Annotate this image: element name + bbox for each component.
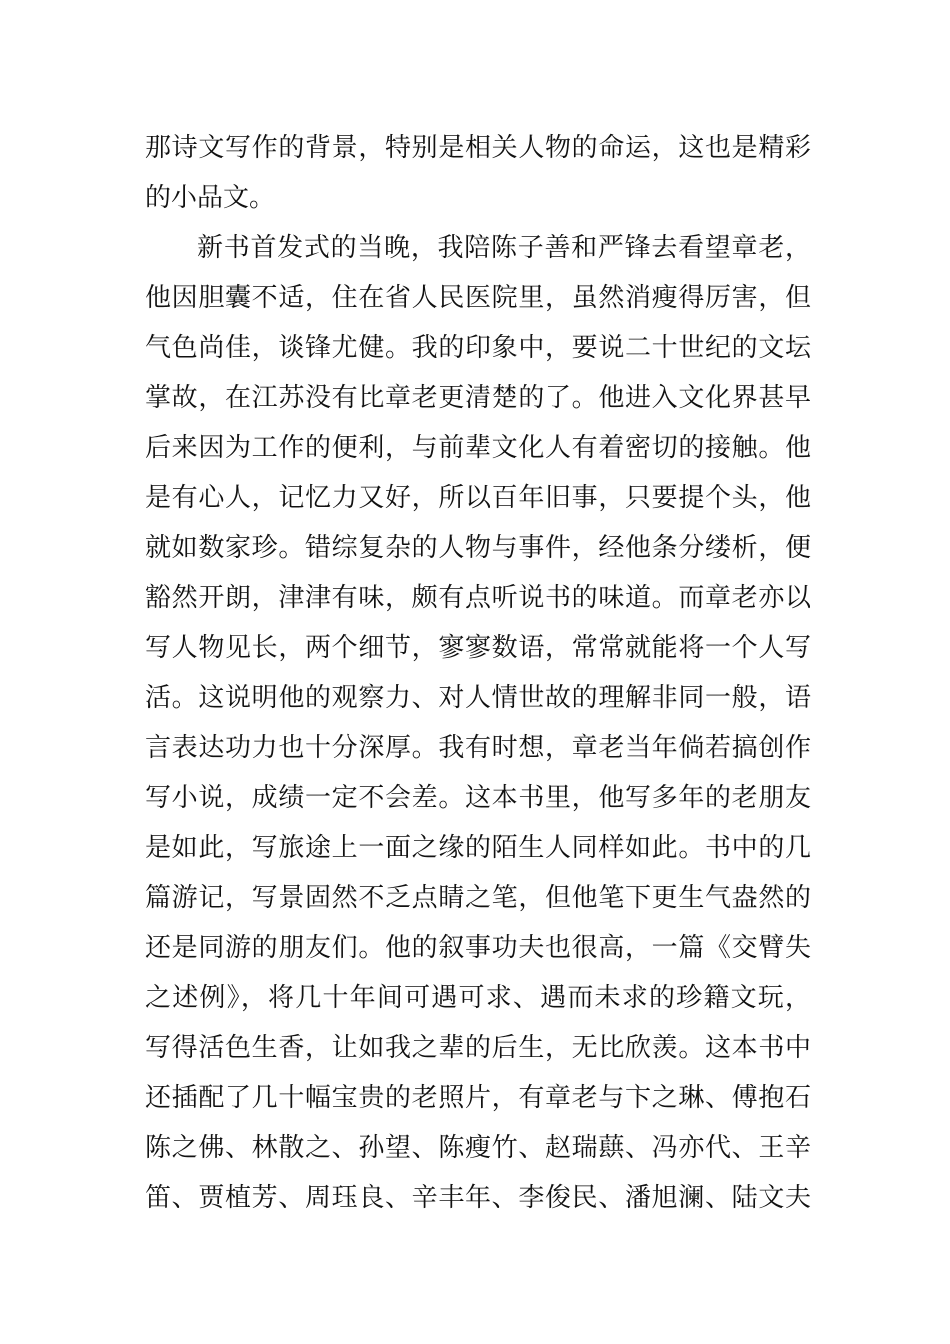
line-text: 的小品文。: [145, 183, 276, 213]
line-text: 写小说，成绩一定不会差。这本书里，他写多年的老朋友: [145, 783, 811, 813]
text-line: [145, 1178, 811, 1228]
text-line: [145, 278, 811, 328]
line-text: 豁然开朗，津津有味，颇有点听说书的味道。而章老亦以: [145, 583, 811, 613]
line-text: 还是同游的朋友们。他的叙事功夫也很高，一篇《交臂失: [145, 933, 811, 963]
line-text: 后来因为工作的便利，与前辈文化人有着密切的接触。他: [145, 433, 811, 463]
text-line: [145, 128, 811, 178]
text-line: [145, 578, 811, 628]
text-line: [145, 528, 811, 578]
line-text: 言表达功力也十分深厚。我有时想，章老当年倘若搞创作: [145, 733, 811, 763]
text-line: [145, 1128, 811, 1178]
text-line: [145, 928, 811, 978]
line-text: 写人物见长，两个细节，寥寥数语，常常就能将一个人写: [145, 633, 811, 663]
text-line: [145, 1028, 811, 1078]
text-line: [145, 978, 811, 1028]
text-line: [145, 178, 811, 228]
text-line: [145, 1078, 811, 1128]
text-line: [145, 728, 811, 778]
line-text: 是如此，写旅途上一面之缘的陌生人同样如此。书中的几: [145, 833, 811, 863]
line-text: 篇游记，写景固然不乏点睛之笔，但他笔下更生气盎然的: [145, 883, 811, 913]
text-line: [145, 828, 811, 878]
line-text: 是有心人，记忆力又好，所以百年旧事，只要提个头，他: [145, 483, 811, 513]
text-line: [145, 478, 811, 528]
line-text: 笛、贾植芳、周珏良、辛丰年、李俊民、潘旭澜、陆文夫: [145, 1183, 811, 1213]
line-text: 那诗文写作的背景，特别是相关人物的命运，这也是精彩: [145, 133, 811, 163]
line-text: 之述例》，将几十年间可遇可求、遇而未求的珍籍文玩，: [145, 983, 811, 1013]
line-text: 气色尚佳，谈锋尤健。我的印象中，要说二十世纪的文坛: [145, 333, 811, 363]
body-text: [145, 128, 811, 1228]
line-text: 活。这说明他的观察力、对人情世故的理解非同一般，语: [145, 683, 811, 713]
text-line: [145, 678, 811, 728]
text-line: [145, 428, 811, 478]
text-line: [145, 628, 811, 678]
text-line: [145, 878, 811, 928]
line-text: 掌故，在江苏没有比章老更清楚的了。他进入文化界甚早: [145, 383, 811, 413]
line-text: 新书首发式的当晚，我陪陈子善和严锋去看望章老，: [197, 233, 811, 263]
text-line: [145, 328, 811, 378]
text-line: [145, 378, 811, 428]
line-text: 就如数家珍。错综复杂的人物与事件，经他条分缕析，便: [145, 533, 811, 563]
text-line: [145, 778, 811, 828]
line-text: 还插配了几十幅宝贵的老照片，有章老与卞之琳、傅抱石: [145, 1083, 811, 1113]
line-text: 陈之佛、林散之、孙望、陈瘦竹、赵瑞蕻、冯亦代、王辛: [145, 1133, 811, 1163]
line-text: 他因胆囊不适，住在省人民医院里，虽然消瘦得厉害，但: [145, 283, 811, 313]
line-text: 写得活色生香，让如我之辈的后生，无比欣羡。这本书中: [145, 1033, 811, 1063]
paragraph-first-line: [145, 228, 811, 278]
